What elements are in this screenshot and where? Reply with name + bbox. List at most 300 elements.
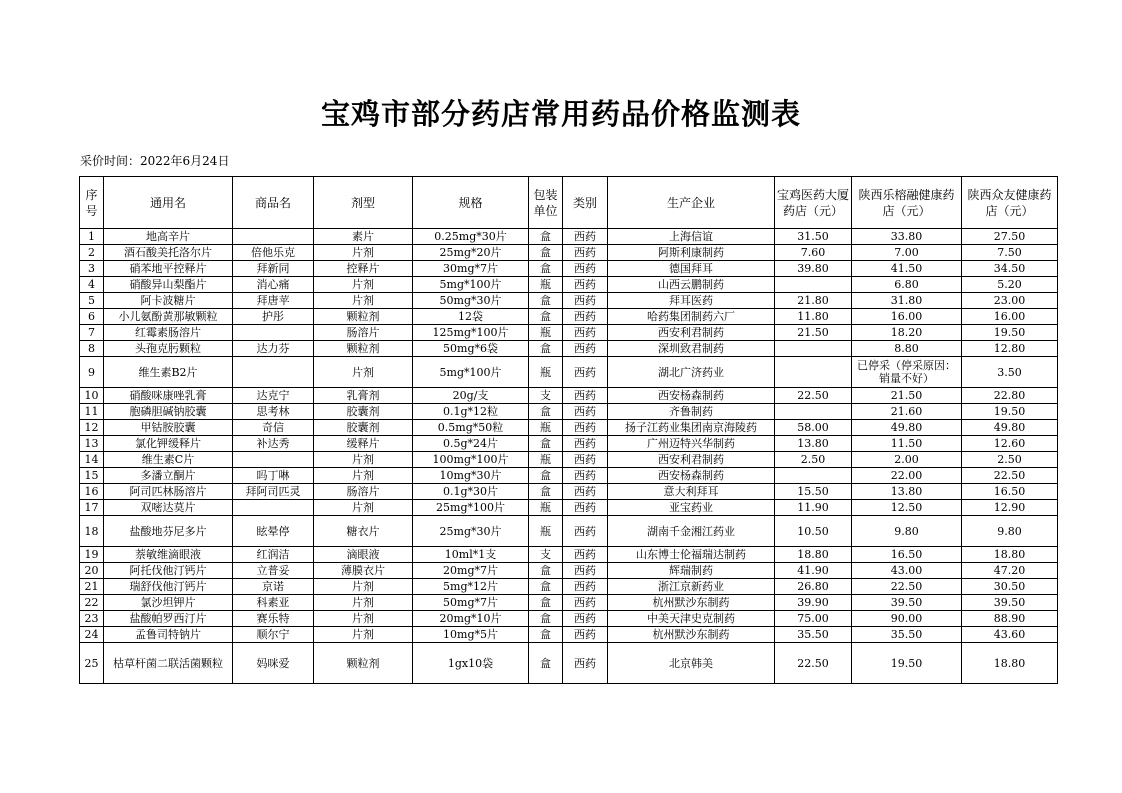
cell-price-store-1: 22.50 [775, 643, 852, 684]
cell-category: 西药 [563, 547, 608, 563]
cell-price-store-1: 39.80 [775, 261, 852, 277]
cell-brand-name: 拜新同 [233, 261, 314, 277]
cell-price-store-1: 31.50 [775, 229, 852, 245]
cell-price-store-2: 19.50 [852, 643, 962, 684]
cell-category: 西药 [563, 245, 608, 261]
cell-seq: 12 [80, 420, 104, 436]
header-store-1: 宝鸡医药大厦药店（元） [775, 177, 852, 229]
cell-price-store-2: 31.80 [852, 293, 962, 309]
cell-package-unit: 盒 [529, 643, 563, 684]
cell-price-store-1: 21.50 [775, 325, 852, 341]
cell-category: 西药 [563, 611, 608, 627]
cell-generic-name: 小儿氨酚黄那敏颗粒 [104, 309, 233, 325]
cell-price-store-2: 22.00 [852, 468, 962, 484]
cell-price-store-2: 49.80 [852, 420, 962, 436]
cell-price-store-3: 43.60 [962, 627, 1058, 643]
cell-spec: 0.5g*24片 [413, 436, 529, 452]
cell-price-store-3: 23.00 [962, 293, 1058, 309]
cell-generic-name: 维生素B2片 [104, 357, 233, 388]
cell-spec: 20mg*10片 [413, 611, 529, 627]
table-row [80, 420, 1058, 436]
cell-price-store-1: 2.50 [775, 452, 852, 468]
cell-brand-name: 科素亚 [233, 595, 314, 611]
table-row [80, 245, 1058, 261]
cell-package-unit: 支 [529, 547, 563, 563]
cell-manufacturer: 广州迈特兴华制药 [608, 436, 775, 452]
cell-package-unit: 盒 [529, 468, 563, 484]
cell-package-unit: 盒 [529, 611, 563, 627]
cell-package-unit: 盒 [529, 484, 563, 500]
cell-dosage-form: 片剂 [314, 293, 413, 309]
header-spec: 规格 [413, 177, 529, 229]
cell-package-unit: 瓶 [529, 452, 563, 468]
cell-price-store-3: 22.50 [962, 468, 1058, 484]
header-dosage-form: 剂型 [314, 177, 413, 229]
cell-generic-name: 维生素C片 [104, 452, 233, 468]
cell-category: 西药 [563, 484, 608, 500]
cell-price-store-1: 15.50 [775, 484, 852, 500]
table-row [80, 357, 1058, 388]
cell-category: 西药 [563, 595, 608, 611]
cell-spec: 10mg*30片 [413, 468, 529, 484]
cell-price-store-2: 12.50 [852, 500, 962, 516]
cell-seq: 1 [80, 229, 104, 245]
cell-price-store-1 [775, 277, 852, 293]
cell-seq: 7 [80, 325, 104, 341]
cell-seq: 21 [80, 579, 104, 595]
cell-price-store-1 [775, 357, 852, 388]
cell-generic-name: 孟鲁司特钠片 [104, 627, 233, 643]
table-row [80, 516, 1058, 547]
cell-package-unit: 瓶 [529, 325, 563, 341]
table-row [80, 388, 1058, 404]
cell-package-unit: 盒 [529, 404, 563, 420]
cell-price-store-1: 18.80 [775, 547, 852, 563]
cell-package-unit: 盒 [529, 261, 563, 277]
cell-price-store-3: 7.50 [962, 245, 1058, 261]
table-row [80, 627, 1058, 643]
cell-spec: 1gx10袋 [413, 643, 529, 684]
cell-seq: 20 [80, 563, 104, 579]
cell-seq: 8 [80, 341, 104, 357]
cell-brand-name [233, 500, 314, 516]
cell-price-store-1: 41.90 [775, 563, 852, 579]
cell-manufacturer: 上海信谊 [608, 229, 775, 245]
cell-brand-name [233, 325, 314, 341]
cell-brand-name: 立普妥 [233, 563, 314, 579]
cell-package-unit: 盒 [529, 436, 563, 452]
cell-spec: 50mg*6袋 [413, 341, 529, 357]
cell-seq: 9 [80, 357, 104, 388]
header-brand-name: 商品名 [233, 177, 314, 229]
table-row [80, 229, 1058, 245]
cell-price-store-3: 34.50 [962, 261, 1058, 277]
cell-category: 西药 [563, 341, 608, 357]
cell-category: 西药 [563, 563, 608, 579]
cell-generic-name: 阿托伐他汀钙片 [104, 563, 233, 579]
cell-manufacturer: 山东博士伦福瑞达制药 [608, 547, 775, 563]
cell-dosage-form: 片剂 [314, 579, 413, 595]
cell-category: 西药 [563, 579, 608, 595]
table-row [80, 452, 1058, 468]
cell-package-unit: 盒 [529, 563, 563, 579]
cell-seq: 10 [80, 388, 104, 404]
cell-seq: 19 [80, 547, 104, 563]
cell-spec: 50mg*30片 [413, 293, 529, 309]
cell-package-unit: 支 [529, 388, 563, 404]
cell-price-store-1: 21.80 [775, 293, 852, 309]
cell-seq: 13 [80, 436, 104, 452]
table-row [80, 293, 1058, 309]
cell-manufacturer: 浙江京新药业 [608, 579, 775, 595]
cell-generic-name: 甲钴胺胶囊 [104, 420, 233, 436]
cell-generic-name: 阿司匹林肠溶片 [104, 484, 233, 500]
cell-category: 西药 [563, 516, 608, 547]
cell-generic-name: 多潘立酮片 [104, 468, 233, 484]
cell-spec: 5mg*12片 [413, 579, 529, 595]
cell-manufacturer: 辉瑞制药 [608, 563, 775, 579]
cell-generic-name: 红霉素肠溶片 [104, 325, 233, 341]
cell-dosage-form: 乳膏剂 [314, 388, 413, 404]
table-row [80, 341, 1058, 357]
cell-manufacturer: 西安杨森制药 [608, 388, 775, 404]
cell-generic-name: 头孢克肟颗粒 [104, 341, 233, 357]
cell-seq: 16 [80, 484, 104, 500]
cell-price-store-3: 19.50 [962, 404, 1058, 420]
cell-dosage-form: 胶囊剂 [314, 420, 413, 436]
cell-category: 西药 [563, 468, 608, 484]
cell-price-store-2: 2.00 [852, 452, 962, 468]
cell-spec: 10mg*5片 [413, 627, 529, 643]
cell-seq: 24 [80, 627, 104, 643]
cell-manufacturer: 深圳致君制药 [608, 341, 775, 357]
table-row [80, 484, 1058, 500]
cell-price-store-3: 12.80 [962, 341, 1058, 357]
cell-package-unit: 瓶 [529, 277, 563, 293]
cell-price-store-1 [775, 341, 852, 357]
cell-dosage-form: 胶囊剂 [314, 404, 413, 420]
cell-brand-name: 红润洁 [233, 547, 314, 563]
cell-price-store-1: 75.00 [775, 611, 852, 627]
cell-price-store-3: 9.80 [962, 516, 1058, 547]
cell-price-store-1: 7.60 [775, 245, 852, 261]
cell-dosage-form: 糖衣片 [314, 516, 413, 547]
cell-spec: 0.5mg*50粒 [413, 420, 529, 436]
cell-brand-name: 赛乐特 [233, 611, 314, 627]
cell-dosage-form: 素片 [314, 229, 413, 245]
cell-seq: 5 [80, 293, 104, 309]
cell-generic-name: 胞磷胆碱钠胶囊 [104, 404, 233, 420]
cell-generic-name: 硝酸异山梨酯片 [104, 277, 233, 293]
cell-category: 西药 [563, 309, 608, 325]
cell-brand-name: 思考林 [233, 404, 314, 420]
header-package-unit: 包装单位 [529, 177, 563, 229]
cell-category: 西药 [563, 261, 608, 277]
cell-price-store-3: 2.50 [962, 452, 1058, 468]
cell-dosage-form: 颗粒剂 [314, 643, 413, 684]
cell-package-unit: 盒 [529, 229, 563, 245]
cell-price-store-2: 43.00 [852, 563, 962, 579]
table-row [80, 563, 1058, 579]
cell-brand-name: 达力芬 [233, 341, 314, 357]
cell-spec: 12袋 [413, 309, 529, 325]
cell-price-store-2: 33.80 [852, 229, 962, 245]
cell-price-store-2: 13.80 [852, 484, 962, 500]
cell-generic-name: 双嘧达莫片 [104, 500, 233, 516]
cell-price-store-3: 18.80 [962, 643, 1058, 684]
table-row [80, 277, 1058, 293]
cell-price-store-3: 3.50 [962, 357, 1058, 388]
cell-dosage-form: 肠溶片 [314, 484, 413, 500]
table-row [80, 436, 1058, 452]
cell-dosage-form: 片剂 [314, 245, 413, 261]
cell-spec: 0.1g*30片 [413, 484, 529, 500]
cell-price-store-3: 47.20 [962, 563, 1058, 579]
cell-generic-name: 氯沙坦钾片 [104, 595, 233, 611]
cell-package-unit: 盒 [529, 579, 563, 595]
cell-generic-name: 地高辛片 [104, 229, 233, 245]
cell-dosage-form: 滴眼液 [314, 547, 413, 563]
cell-spec: 25mg*100片 [413, 500, 529, 516]
cell-price-store-1: 58.00 [775, 420, 852, 436]
cell-generic-name: 氯化钾缓释片 [104, 436, 233, 452]
cell-dosage-form: 片剂 [314, 627, 413, 643]
cell-manufacturer: 扬子江药业集团南京海陵药 [608, 420, 775, 436]
cell-generic-name: 硝苯地平控释片 [104, 261, 233, 277]
table-row [80, 309, 1058, 325]
cell-seq: 4 [80, 277, 104, 293]
cell-generic-name: 阿卡波糖片 [104, 293, 233, 309]
table-row [80, 500, 1058, 516]
cell-spec: 25mg*20片 [413, 245, 529, 261]
cell-price-store-2: 9.80 [852, 516, 962, 547]
header-category: 类别 [563, 177, 608, 229]
cell-brand-name: 奇信 [233, 420, 314, 436]
cell-spec: 5mg*100片 [413, 277, 529, 293]
cell-dosage-form: 控释片 [314, 261, 413, 277]
cell-category: 西药 [563, 404, 608, 420]
cell-package-unit: 瓶 [529, 420, 563, 436]
table-row [80, 595, 1058, 611]
cell-seq: 15 [80, 468, 104, 484]
cell-price-store-1: 35.50 [775, 627, 852, 643]
cell-seq: 14 [80, 452, 104, 468]
cell-seq: 6 [80, 309, 104, 325]
cell-dosage-form: 颗粒剂 [314, 309, 413, 325]
cell-generic-name: 酒石酸美托洛尔片 [104, 245, 233, 261]
cell-price-store-1: 22.50 [775, 388, 852, 404]
cell-manufacturer: 杭州默沙东制药 [608, 627, 775, 643]
cell-price-store-3: 16.00 [962, 309, 1058, 325]
cell-seq: 17 [80, 500, 104, 516]
cell-category: 西药 [563, 229, 608, 245]
table-row [80, 611, 1058, 627]
header-row [80, 177, 1058, 229]
cell-category: 西药 [563, 452, 608, 468]
table-row [80, 325, 1058, 341]
cell-dosage-form: 片剂 [314, 595, 413, 611]
cell-category: 西药 [563, 420, 608, 436]
cell-dosage-form: 肠溶片 [314, 325, 413, 341]
cell-price-store-3: 88.90 [962, 611, 1058, 627]
cell-brand-name: 达克宁 [233, 388, 314, 404]
header-store-3: 陕西众友健康药店（元） [962, 177, 1058, 229]
cell-price-store-2: 6.80 [852, 277, 962, 293]
cell-dosage-form: 片剂 [314, 357, 413, 388]
cell-price-store-2: 7.00 [852, 245, 962, 261]
cell-price-store-2: 已停采（停采原因：销量不好） [852, 357, 962, 388]
cell-price-store-2: 41.50 [852, 261, 962, 277]
cell-manufacturer: 哈药集团制药六厂 [608, 309, 775, 325]
cell-spec: 10ml*1支 [413, 547, 529, 563]
cell-price-store-3: 39.50 [962, 595, 1058, 611]
cell-manufacturer: 拜耳医药 [608, 293, 775, 309]
cell-brand-name [233, 229, 314, 245]
cell-generic-name: 盐酸帕罗西汀片 [104, 611, 233, 627]
cell-price-store-2: 11.50 [852, 436, 962, 452]
cell-seq: 2 [80, 245, 104, 261]
cell-spec: 125mg*100片 [413, 325, 529, 341]
cell-manufacturer: 西安利君制药 [608, 325, 775, 341]
cell-brand-name: 眩晕停 [233, 516, 314, 547]
cell-category: 西药 [563, 436, 608, 452]
cell-price-store-3: 18.80 [962, 547, 1058, 563]
cell-package-unit: 盒 [529, 627, 563, 643]
cell-package-unit: 盒 [529, 293, 563, 309]
cell-price-store-1: 10.50 [775, 516, 852, 547]
cell-seq: 25 [80, 643, 104, 684]
cell-manufacturer: 北京韩美 [608, 643, 775, 684]
cell-manufacturer: 意大利拜耳 [608, 484, 775, 500]
cell-price-store-2: 18.20 [852, 325, 962, 341]
cell-category: 西药 [563, 357, 608, 388]
cell-manufacturer: 亚宝药业 [608, 500, 775, 516]
cell-price-store-3: 16.50 [962, 484, 1058, 500]
header-manufacturer: 生产企业 [608, 177, 775, 229]
cell-price-store-3: 19.50 [962, 325, 1058, 341]
table-row [80, 643, 1058, 684]
cell-spec: 100mg*100片 [413, 452, 529, 468]
cell-dosage-form: 薄膜衣片 [314, 563, 413, 579]
cell-category: 西药 [563, 627, 608, 643]
cell-price-store-3: 30.50 [962, 579, 1058, 595]
header-store-2: 陕西乐榕融健康药店（元） [852, 177, 962, 229]
cell-spec: 0.25mg*30片 [413, 229, 529, 245]
survey-date: 采价时间：2022年6月24日 [80, 154, 230, 168]
price-table [79, 176, 1058, 684]
table-row [80, 261, 1058, 277]
cell-manufacturer: 湖北广济药业 [608, 357, 775, 388]
cell-price-store-2: 21.50 [852, 388, 962, 404]
cell-spec: 5mg*100片 [413, 357, 529, 388]
cell-dosage-form: 片剂 [314, 452, 413, 468]
cell-brand-name: 倍他乐克 [233, 245, 314, 261]
cell-brand-name: 护彤 [233, 309, 314, 325]
cell-spec: 30mg*7片 [413, 261, 529, 277]
cell-price-store-2: 90.00 [852, 611, 962, 627]
cell-generic-name: 硝酸咪康唑乳膏 [104, 388, 233, 404]
cell-seq: 11 [80, 404, 104, 420]
cell-generic-name: 萘敏维滴眼液 [104, 547, 233, 563]
cell-price-store-1: 13.80 [775, 436, 852, 452]
cell-price-store-2: 16.50 [852, 547, 962, 563]
cell-spec: 25mg*30片 [413, 516, 529, 547]
header-seq: 序号 [80, 177, 104, 229]
cell-spec: 20g/支 [413, 388, 529, 404]
cell-price-store-3: 49.80 [962, 420, 1058, 436]
cell-brand-name: 顺尔宁 [233, 627, 314, 643]
cell-package-unit: 盒 [529, 341, 563, 357]
cell-package-unit: 瓶 [529, 357, 563, 388]
cell-brand-name: 拜阿司匹灵 [233, 484, 314, 500]
cell-price-store-2: 21.60 [852, 404, 962, 420]
cell-brand-name: 妈咪爱 [233, 643, 314, 684]
table-row [80, 404, 1058, 420]
cell-price-store-3: 12.90 [962, 500, 1058, 516]
cell-brand-name [233, 452, 314, 468]
cell-generic-name: 瑞舒伐他汀钙片 [104, 579, 233, 595]
cell-manufacturer: 山西云鹏制药 [608, 277, 775, 293]
cell-seq: 3 [80, 261, 104, 277]
cell-dosage-form: 片剂 [314, 277, 413, 293]
cell-package-unit: 盒 [529, 309, 563, 325]
cell-category: 西药 [563, 277, 608, 293]
cell-category: 西药 [563, 388, 608, 404]
cell-package-unit: 瓶 [529, 516, 563, 547]
cell-manufacturer: 阿斯利康制药 [608, 245, 775, 261]
cell-price-store-1 [775, 468, 852, 484]
cell-package-unit: 瓶 [529, 500, 563, 516]
table-row [80, 579, 1058, 595]
table-body [80, 229, 1058, 684]
cell-seq: 22 [80, 595, 104, 611]
cell-brand-name: 吗丁啉 [233, 468, 314, 484]
cell-generic-name: 枯草杆菌二联活菌颗粒 [104, 643, 233, 684]
cell-category: 西药 [563, 293, 608, 309]
cell-spec: 50mg*7片 [413, 595, 529, 611]
cell-price-store-1: 39.90 [775, 595, 852, 611]
cell-spec: 20mg*7片 [413, 563, 529, 579]
cell-price-store-1 [775, 404, 852, 420]
cell-dosage-form: 片剂 [314, 611, 413, 627]
table-row [80, 468, 1058, 484]
cell-manufacturer: 齐鲁制药 [608, 404, 775, 420]
cell-brand-name: 消心痛 [233, 277, 314, 293]
cell-price-store-3: 27.50 [962, 229, 1058, 245]
cell-dosage-form: 片剂 [314, 500, 413, 516]
cell-seq: 18 [80, 516, 104, 547]
cell-category: 西药 [563, 500, 608, 516]
cell-manufacturer: 西安利君制药 [608, 452, 775, 468]
page-title: 宝鸡市部分药店常用药品价格监测表 [320, 97, 801, 131]
cell-price-store-2: 22.50 [852, 579, 962, 595]
cell-dosage-form: 颗粒剂 [314, 341, 413, 357]
table-row [80, 547, 1058, 563]
cell-manufacturer: 杭州默沙东制药 [608, 595, 775, 611]
cell-price-store-1: 11.80 [775, 309, 852, 325]
cell-price-store-3: 5.20 [962, 277, 1058, 293]
cell-dosage-form: 片剂 [314, 468, 413, 484]
cell-price-store-1: 11.90 [775, 500, 852, 516]
cell-seq: 23 [80, 611, 104, 627]
cell-spec: 0.1g*12粒 [413, 404, 529, 420]
cell-manufacturer: 中美天津史克制药 [608, 611, 775, 627]
cell-dosage-form: 缓释片 [314, 436, 413, 452]
header-generic-name: 通用名 [104, 177, 233, 229]
cell-brand-name: 补达秀 [233, 436, 314, 452]
cell-manufacturer: 德国拜耳 [608, 261, 775, 277]
cell-manufacturer: 西安杨森制药 [608, 468, 775, 484]
